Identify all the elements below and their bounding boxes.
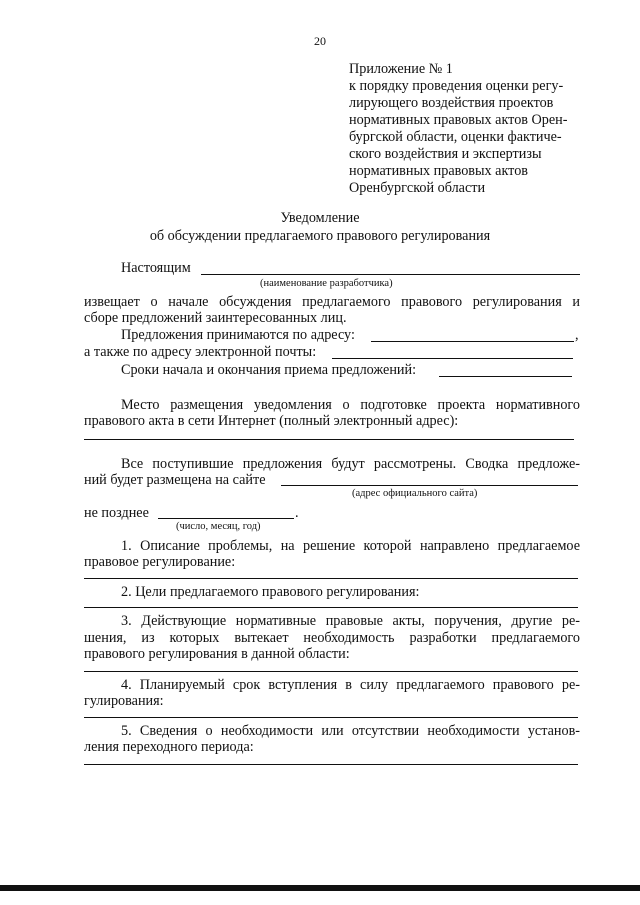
appendix-line: Оренбургской области [349,180,486,196]
notifies-line: сборе предложений заинтересованных лиц. [84,310,347,326]
date-field [158,518,294,519]
hereby-label: Настоящим [121,260,191,276]
page-number: 20 [314,34,326,48]
scan-edge-bar [0,885,640,891]
address-label: Предложения принимаются по адресу: [121,327,355,343]
terms-field [439,376,572,377]
email-field [332,358,573,359]
notice-subtitle: об обсуждении предлагаемого правового регулирования [149,228,491,244]
item-5-line: 5. Сведения о необходимости или отсутствии необходимости установ- [121,723,580,739]
site-field [281,485,578,486]
placement-line: правового акта в сети Интернет (полный электронный адрес): [84,413,459,429]
item-3-line: шения, из которых вытекает необходимость разработки предлагаемого [84,630,580,646]
appendix-line: нормативных правовых актов Орен- [349,112,568,128]
no-later-label: не позднее [84,505,149,521]
appendix-title: Приложение № 1 [349,61,453,77]
placement-field [84,439,574,440]
placement-line: Место размещения уведомления о подготовке проекта нормативного [121,397,580,413]
developer-name-field [201,274,580,275]
item-5-field [84,764,578,765]
item-5-line: ления переходного периода: [84,739,254,755]
notifies-line: извещает о начале обсуждения предлагаемого правового регулирования и [84,294,580,310]
item-4-field [84,717,578,718]
item-3-field [84,671,578,672]
item-2-field [84,607,578,608]
developer-caption: (наименование разработчика) [260,278,393,289]
site-caption: (адрес официального сайта) [352,488,478,499]
proposals-line: Все поступившие предложения будут рассмотрены. Сводка предложе- [121,456,580,472]
item-3-line: 3. Действующие нормативные правовые акты, поручения, другие ре- [121,613,580,629]
email-label: а также по адресу электронной почты: [84,344,317,360]
proposals-line: ний будет размещена на сайте [84,472,266,488]
address-comma: , [575,327,579,343]
appendix-line: ского воздействия и экспертизы [349,146,542,162]
item-1-line: правовое регулирование: [84,554,236,570]
appendix-line: нормативных правовых актов [349,163,528,179]
item-4-line: 4. Планируемый срок вступления в силу предлагаемого правового ре- [121,677,580,693]
appendix-line: лирующего воздействия проектов [349,95,554,111]
item-4-line: гулирования: [84,693,164,709]
appendix-line: бургской области, оценки фактиче- [349,129,562,145]
notice-title: Уведомление [280,210,360,226]
date-caption: (число, месяц, год) [176,521,261,532]
address-field [371,341,574,342]
item-1-field [84,578,578,579]
item-3-line: правового регулирования в данной области: [84,646,350,662]
item-2-line: 2. Цели предлагаемого правового регулирования: [121,584,420,600]
terms-label: Сроки начала и окончания приема предложений: [121,362,417,378]
item-1-line: 1. Описание проблемы, на решение которой направлено предлагаемое [121,538,580,554]
date-dot: . [295,505,299,521]
appendix-line: к порядку проведения оценки регу- [349,78,564,94]
